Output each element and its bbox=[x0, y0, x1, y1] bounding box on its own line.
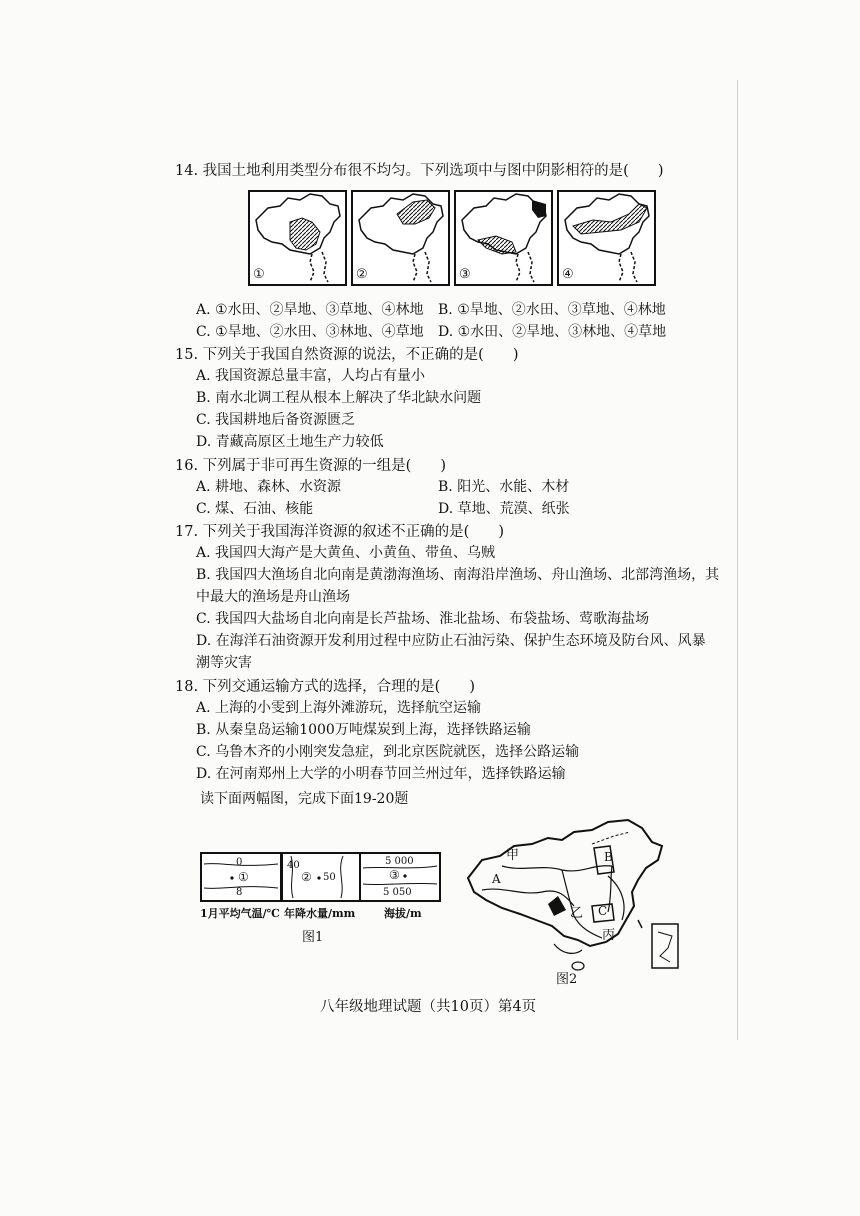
fig1-prec-right: 50 bbox=[323, 872, 336, 883]
fig1-temp-marker: ① bbox=[238, 870, 249, 884]
q14-maps bbox=[248, 190, 656, 288]
q14-option-b: B. ①旱地、②水田、③草地、④林地 bbox=[438, 302, 666, 318]
china-map-2 bbox=[351, 190, 450, 286]
q18-option-a: A. 上海的小雯到上海外滩游玩，选择航空运输 bbox=[196, 700, 482, 716]
fig1-temp-top: 0 bbox=[236, 857, 243, 868]
q16-option-c: C. 煤、石油、核能 bbox=[196, 501, 314, 517]
fig2-caption: 图2 bbox=[556, 972, 578, 987]
fig1-prec-marker: ② bbox=[301, 870, 312, 884]
q18-stem: 18. 下列交通运输方式的选择，合理的是( ) bbox=[175, 679, 475, 695]
q15-stem: 15. 下列关于我国自然资源的说法，不正确的是( ) bbox=[175, 347, 519, 363]
scan-fold-line bbox=[737, 80, 738, 1040]
q16-option-b: B. 阳光、水能、木材 bbox=[438, 479, 570, 495]
fig2-label-jia: 甲 bbox=[506, 848, 520, 863]
map-3-label: ③ bbox=[459, 267, 471, 282]
q17-option-d: D. 在海洋石油资源开发利用过程中应防止石油污染、保护生态环境及防台风、风暴 bbox=[196, 633, 706, 649]
q16-stem: 16. 下列属于非可再生资源的一组是( ) bbox=[175, 458, 446, 474]
china-map-3 bbox=[454, 190, 553, 286]
fig1-elev-marker: ③ bbox=[389, 868, 400, 882]
q14-option-a: A. ①水田、②旱地、③草地、④林地 bbox=[196, 302, 424, 318]
q16-option-a: A. 耕地、森林、水资源 bbox=[196, 479, 342, 495]
fig1-panel-temperature bbox=[200, 852, 282, 902]
q15-option-d: D. 青藏高原区土地生产力较低 bbox=[196, 434, 384, 450]
map-2-label: ② bbox=[356, 267, 368, 282]
fig2-label-c: C bbox=[598, 904, 608, 918]
china-map-4 bbox=[557, 190, 656, 286]
fig2-china-map bbox=[462, 816, 694, 984]
q14-stem: 14. 我国土地利用类型分布很不均匀。下列选项中与图中阴影相符的是( ) bbox=[175, 163, 664, 179]
q15-option-c: C. 我国耕地后备资源匮乏 bbox=[196, 412, 356, 428]
q17-option-c: C. 我国四大盐场自北向南是长芦盐场、淮北盐场、布袋盐场、莺歌海盐场 bbox=[196, 611, 650, 627]
map-1-label: ① bbox=[253, 267, 265, 282]
fig2-label-yi: 乙 bbox=[570, 906, 584, 921]
q14-option-d: D. ①水田、②旱地、③林地、④草地 bbox=[438, 324, 667, 340]
q17-option-a: A. 我国四大海产是大黄鱼、小黄鱼、带鱼、乌贼 bbox=[196, 545, 496, 561]
q18-option-d: D. 在河南郑州上大学的小明春节回兰州过年，选择铁路运输 bbox=[196, 766, 566, 782]
fig2-label-bing: 丙 bbox=[602, 928, 616, 943]
q17-stem: 17. 下列关于我国海洋资源的叙述不正确的是( ) bbox=[175, 524, 504, 540]
q14-option-c: C. ①旱地、②水田、③林地、④草地 bbox=[196, 324, 424, 340]
fig1-elev-label: 海拔/m bbox=[384, 907, 422, 920]
instruction-text: 读下面两幅图，完成下面19-20题 bbox=[200, 791, 409, 807]
fig1-temp-label: 1月平均气温/℃ bbox=[200, 907, 280, 920]
fig1-elev-top: 5 000 bbox=[385, 856, 414, 867]
q15-option-a: A. 我国资源总量丰富，人均占有量小 bbox=[196, 368, 426, 384]
fig1-prec-label: 年降水量/mm bbox=[284, 907, 356, 920]
map-4-label: ④ bbox=[562, 267, 574, 282]
fig1-temp-bottom: 8 bbox=[236, 887, 243, 898]
q17-option-b: B. 我国四大渔场自北向南是黄渤海渔场、南海沿岸渔场、舟山渔场、北部湾渔场，其 bbox=[196, 567, 720, 583]
q15-option-b: B. 南水北调工程从根本上解决了华北缺水问题 bbox=[196, 390, 482, 406]
fig1-panel-elevation bbox=[359, 852, 441, 902]
q18-option-b: B. 从秦皇岛运输1000万吨煤炭到上海，选择铁路运输 bbox=[196, 722, 531, 738]
fig2-label-a: A bbox=[492, 872, 501, 886]
q16-option-d: D. 草地、荒漠、纸张 bbox=[438, 501, 570, 517]
q17-option-d-cont: 潮等灾害 bbox=[196, 655, 252, 671]
fig2-label-b: B bbox=[604, 850, 613, 864]
fig1-caption: 图1 bbox=[302, 930, 324, 945]
fig1-elev-bottom: 5 050 bbox=[383, 887, 412, 898]
china-map-1 bbox=[248, 190, 347, 286]
q17-option-b-cont: 中最大的渔场是舟山渔场 bbox=[196, 589, 350, 605]
page-footer: 八年级地理试题（共10页）第4页 bbox=[320, 999, 537, 1015]
q18-option-c: C. 乌鲁木齐的小刚突发急症，到北京医院就医，选择公路运输 bbox=[196, 744, 580, 760]
fig1-prec-left: 40 bbox=[287, 860, 300, 871]
fig1-panel-precipitation bbox=[281, 852, 363, 902]
